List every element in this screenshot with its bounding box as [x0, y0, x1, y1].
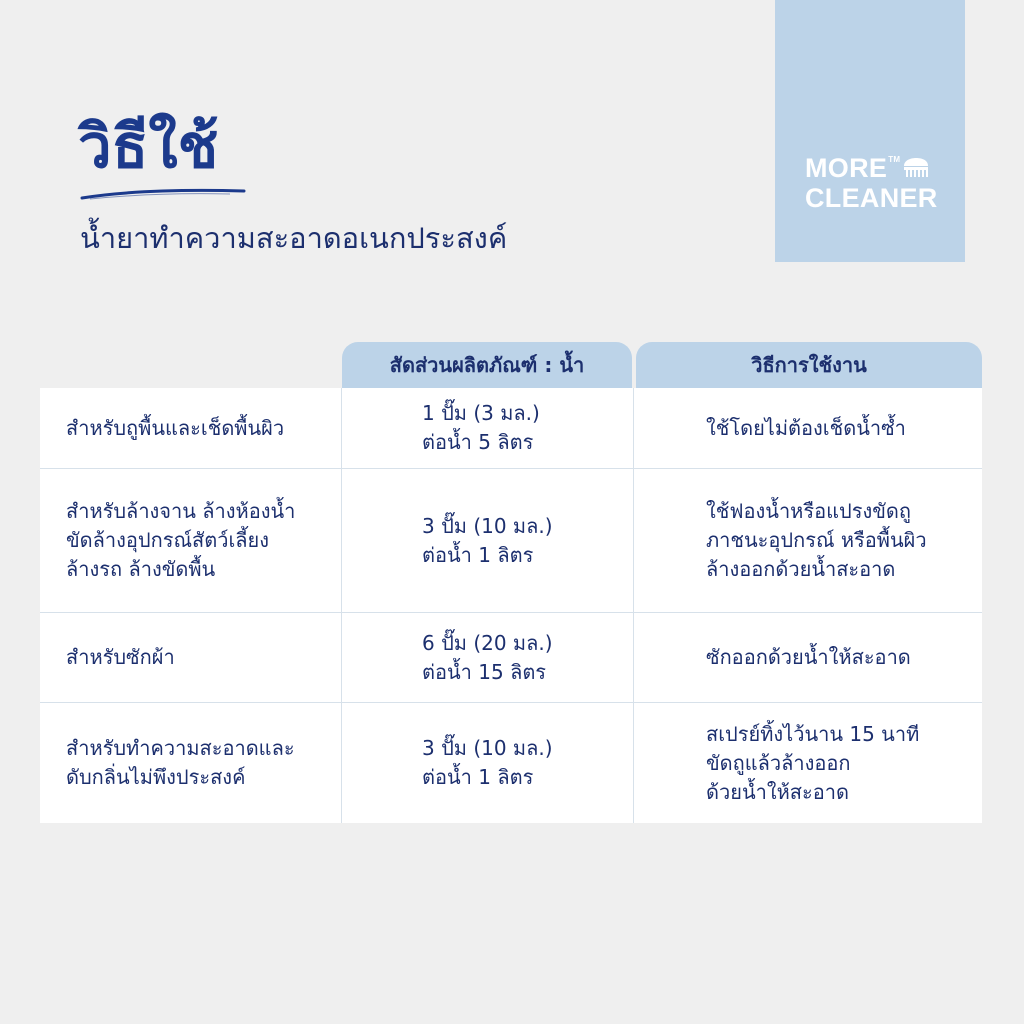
- ratio-cell: [342, 703, 634, 823]
- brand-panel: [775, 0, 965, 262]
- brand-logo-line1: MORE: [805, 153, 888, 183]
- page-subtitle: น้ำยาทำความสะอาดอเนกประสงค์: [80, 221, 508, 255]
- ratio-cell: [342, 613, 634, 702]
- purpose-cell: [40, 388, 342, 468]
- method-text: ใช้ฟองน้ำหรือแปรงขัดถู ภาชนะอุปกรณ์ หรือพื้นผิว ล้างออกด้วยน้ำสะอาด: [706, 499, 927, 581]
- method-cell: [634, 613, 982, 702]
- usage-table: [40, 342, 982, 823]
- table-row: [40, 388, 982, 468]
- column-header-method: วิธีการใช้งาน: [636, 342, 982, 388]
- ratio-text: 6 ปั๊ม (20 มล.) ต่อน้ำ 15 ลิตร: [422, 630, 553, 684]
- purpose-cell: [40, 469, 342, 612]
- brush-stroke-underline: [80, 186, 246, 202]
- purpose-text: สำหรับล้างจาน ล้างห้องน้ำ ขัดล้างอุปกรณ์สัตว์เลี้ยง ล้างรถ ล้างขัดพื้น: [66, 499, 296, 581]
- table-body: [40, 388, 982, 823]
- brand-logo: [805, 153, 945, 213]
- method-cell: [634, 388, 982, 468]
- column-header-ratio: สัดส่วนผลิตภัณฑ์ : น้ำ: [342, 342, 632, 388]
- purpose-cell: [40, 703, 342, 823]
- ratio-text: 3 ปั๊ม (10 มล.) ต่อน้ำ 1 ลิตร: [422, 513, 553, 567]
- brush-icon: [901, 156, 931, 178]
- purpose-cell: [40, 613, 342, 702]
- purpose-text: สำหรับถูพื้นและเช็ดพื้นผิว: [66, 415, 285, 440]
- header-spacer: [40, 342, 342, 388]
- page-title: วิธีใช้: [78, 112, 219, 182]
- ratio-text: 1 ปั๊ม (3 มล.) ต่อน้ำ 5 ลิตร: [422, 401, 540, 454]
- ratio-text: 3 ปั๊ม (10 มล.) ต่อน้ำ 1 ลิตร: [422, 736, 553, 789]
- table-header-row: [40, 342, 982, 388]
- method-cell: [634, 703, 982, 823]
- method-text: ซักออกด้วยน้ำให้สะอาด: [706, 645, 911, 669]
- ratio-cell: [342, 388, 634, 468]
- brand-logo-line2: CLEANER: [805, 183, 938, 213]
- purpose-text: สำหรับซักผ้า: [66, 645, 175, 669]
- table-row: [40, 612, 982, 702]
- method-cell: [634, 469, 982, 612]
- table-row: [40, 702, 982, 823]
- trademark-mark: TM: [888, 155, 901, 164]
- method-text: ใช้โดยไม่ต้องเช็ดน้ำซ้ำ: [706, 415, 906, 440]
- ratio-cell: [342, 469, 634, 612]
- table-row: [40, 468, 982, 612]
- purpose-text: สำหรับทำความสะอาดและ ดับกลิ่นไม่พึงประสงค์: [66, 736, 295, 789]
- method-text: สเปรย์ทิ้งไว้นาน 15 นาที ขัดถูแล้วล้างออก ด้วยน้ำให้สะอาด: [706, 721, 920, 804]
